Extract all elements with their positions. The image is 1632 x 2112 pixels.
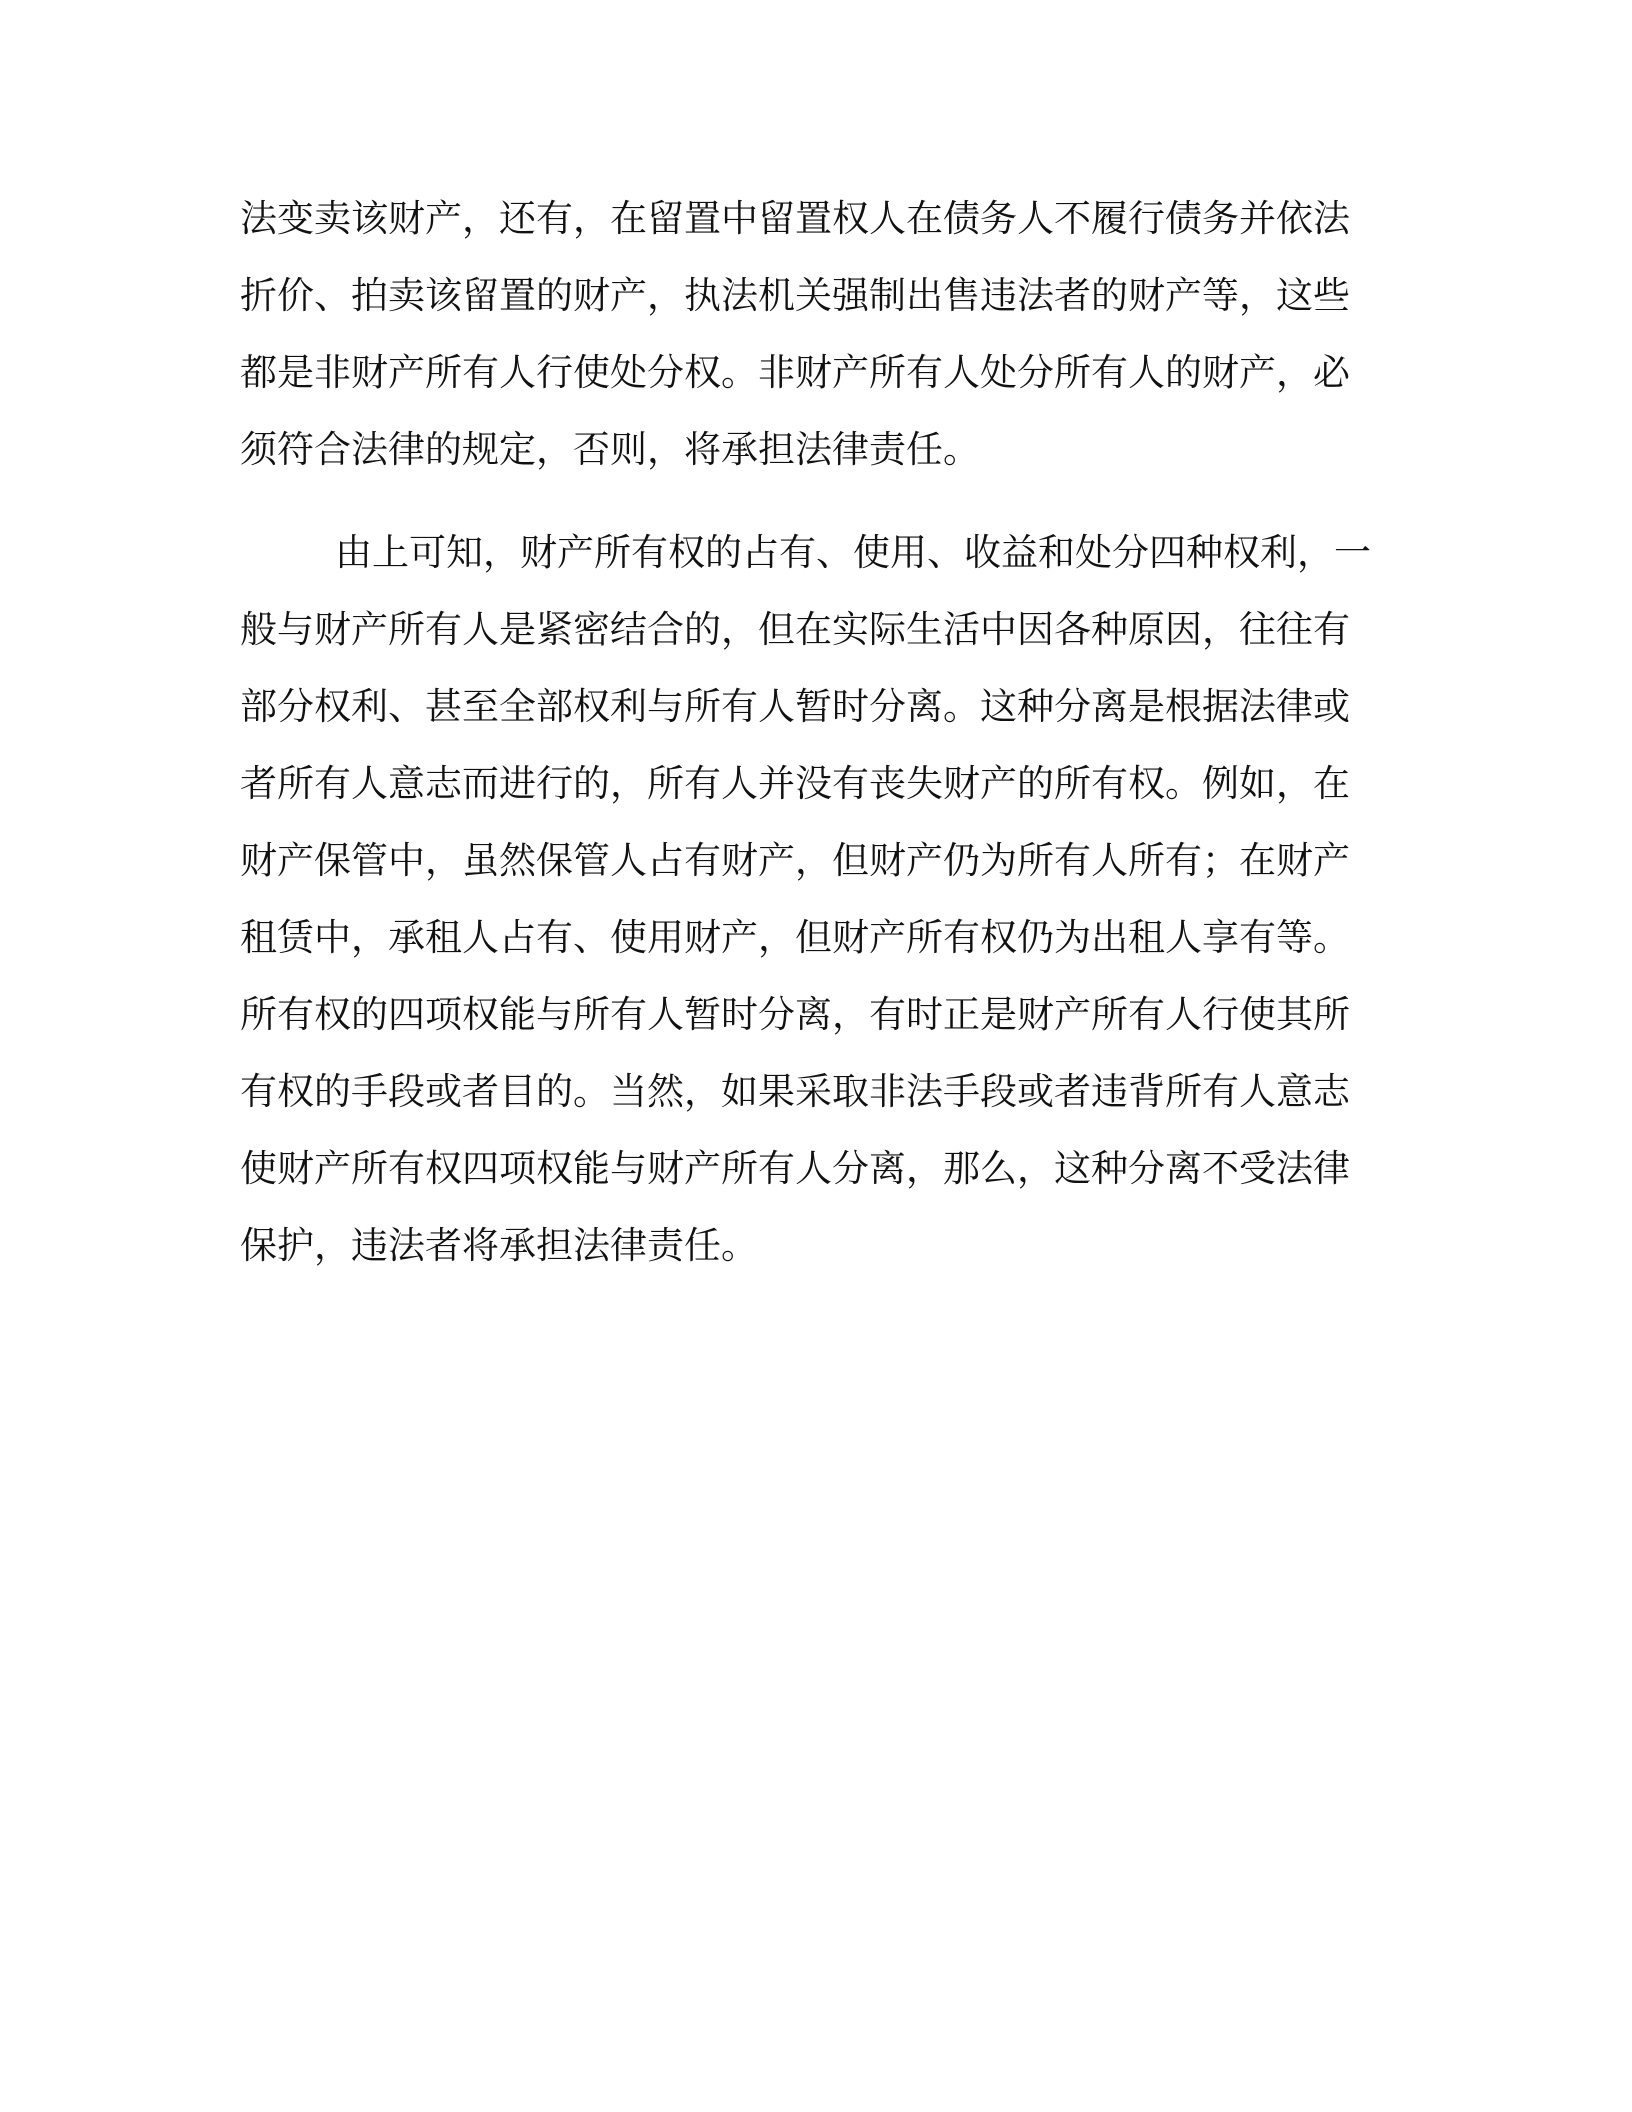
paragraph-line: 者所有人意志而进行的，所有人并没有丧失财产的所有权。例如，在	[240, 762, 1350, 805]
paragraph-line: 租赁中，承租人占有、使用财产，但财产所有权仍为出租人享有等。	[240, 916, 1350, 959]
paragraph-line: 由上可知，财产所有权的占有、使用、收益和处分四种权利，一	[335, 531, 1371, 574]
paragraph-line: 保护，违法者将承担法律责任。	[240, 1224, 758, 1267]
paragraph-line: 财产保管中，虽然保管人占有财产，但财产仍为所有人所有；在财产	[240, 839, 1350, 882]
paragraph-line: 法变卖该财产，还有，在留置中留置权人在债务人不履行债务并依法	[240, 197, 1350, 240]
paragraph-line: 般与财产所有人是紧密结合的，但在实际生活中因各种原因，往往有	[240, 608, 1350, 651]
paragraph-1	[240, 180, 1400, 488]
paragraph-line: 须符合法律的规定，否则，将承担法律责任。	[240, 428, 980, 471]
paragraph-line: 有权的手段或者目的。当然，如果采取非法手段或者违背所有人意志	[240, 1070, 1350, 1113]
paragraph-line: 都是非财产所有人行使处分权。非财产所有人处分所有人的财产，必	[240, 351, 1350, 394]
paragraph-line: 使财产所有权四项权能与财产所有人分离，那么，这种分离不受法律	[240, 1147, 1350, 1190]
paragraph-line: 折价、拍卖该留置的财产，执法机关强制出售违法者的财产等，这些	[240, 274, 1350, 317]
paragraph-line: 所有权的四项权能与所有人暂时分离，有时正是财产所有人行使其所	[240, 993, 1350, 1036]
paragraph-line: 部分权利、甚至全部权利与所有人暂时分离。这种分离是根据法律或	[240, 685, 1350, 728]
paragraph-2	[240, 514, 1400, 1284]
